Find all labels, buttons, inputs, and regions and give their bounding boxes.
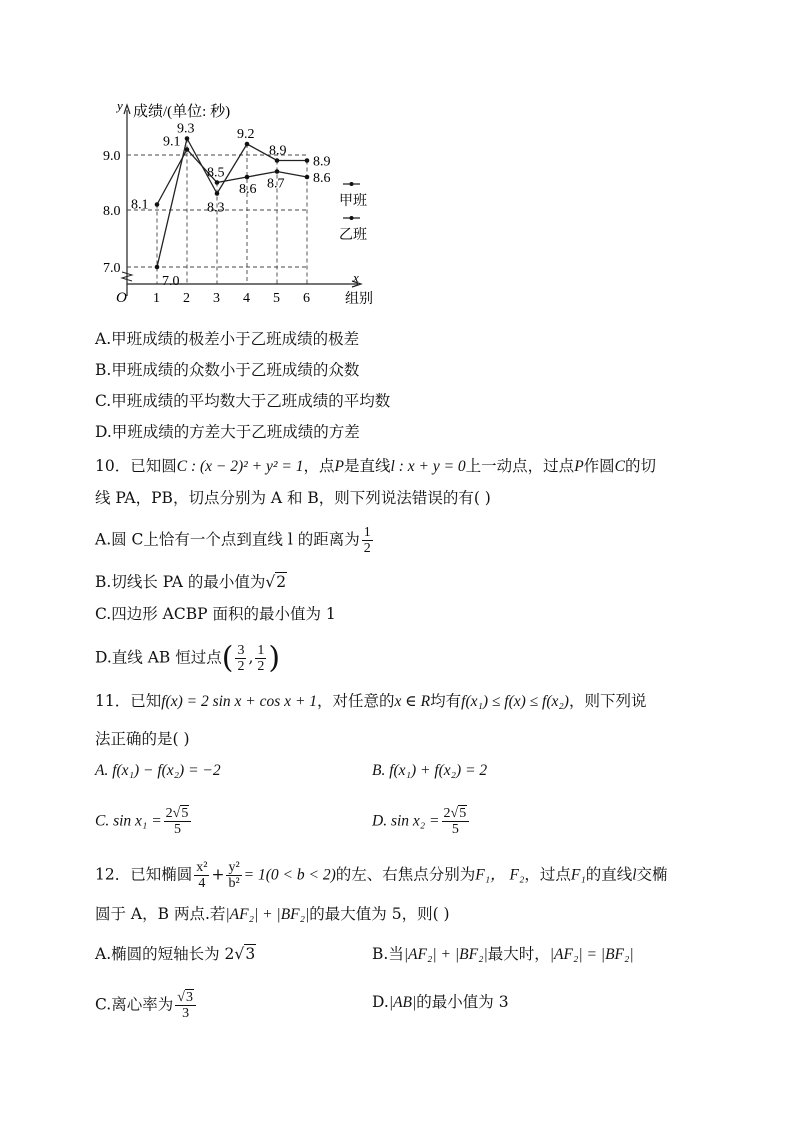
data-label: 8.6 <box>313 171 331 186</box>
legend-label: 甲班 <box>339 194 367 209</box>
x-tick-label: 6 <box>303 291 310 306</box>
q9-option-c: C.甲班成绩的平均数大于乙班成绩的平均数 <box>95 392 391 410</box>
q12-option-a: A.椭圆的短轴长为 2√3 <box>95 945 256 963</box>
q9-option-b: B.甲班成绩的众数小于乙班成绩的众数 <box>95 361 360 379</box>
origin-label: O <box>116 290 127 306</box>
q12-stem-line2: 圆于 A，B 两点.若|AF₂| + |BF₂|的最大值为 5，则( ) <box>95 905 450 923</box>
circle-equation: C : (x − 2)² + y² = 1 <box>176 458 304 475</box>
x-tick-label: 4 <box>243 291 250 306</box>
q10-stem-line2: 线 PA，PB，切点分别为 A 和 B，则下列说法错误的有( ) <box>95 489 491 507</box>
data-point <box>275 158 280 163</box>
class-score-chart <box>0 0 794 320</box>
data-label: 8.1 <box>131 197 149 213</box>
legend-marker <box>350 216 354 220</box>
q11-option-b: B. f(x₁) + f(x₂) = 2 <box>372 762 488 779</box>
data-point <box>275 169 280 174</box>
y-tick-label: 8.0 <box>103 204 121 219</box>
y-axis-letter: y <box>117 98 123 113</box>
data-point <box>245 175 250 180</box>
question-number: 11． <box>95 692 131 710</box>
y-tick-label: 9.0 <box>103 149 121 164</box>
y-tick-label: 7.0 <box>103 261 121 276</box>
x-tick-label: 1 <box>153 291 160 306</box>
axis-break <box>122 272 132 281</box>
data-label: 7.0 <box>162 274 180 289</box>
q11-option-d: D. sin x₂ = $\frac{2√5}{5}$ <box>372 806 471 837</box>
data-point <box>305 175 310 180</box>
q12-option-c: C.离心率为 $\frac{√3}{3}$ <box>95 990 198 1021</box>
data-label: 8.6 <box>239 182 257 197</box>
data-label: 9.3 <box>177 121 195 137</box>
q11-option-c: C. sin x₁ = $\frac{2√5}{5}$ <box>95 806 193 837</box>
x-axis-title: 组别 <box>345 292 373 307</box>
function-definition: f(x) = 2 sin x + cos x + 1 <box>161 693 318 710</box>
q9-option-d: D.甲班成绩的方差大于乙班成绩的方差 <box>95 423 360 441</box>
data-point <box>215 191 220 196</box>
data-point <box>215 180 220 185</box>
q12-stem-line1: 12．已知椭圆 $\frac{\text{x²}}{4}$ + $\frac{\text{y²}}{\text{b²}}$ = 1(0 < b < 2)的左、右焦点分别为F₁， F₂，过点F₁的直线l交椭 <box>95 860 668 891</box>
q10-option-d: D.直线 AB 恒过点( $\frac{3}{2}$ , $\frac{1}{2}$ ) <box>95 640 281 676</box>
fraction: $\frac{1}{2}$ <box>363 525 371 556</box>
data-label: 8.7 <box>267 176 285 192</box>
q10-stem-line1: 10．已知圆C : (x − 2)² + y² = 1，点P是直线l : x + y = 0上一动点，过点P作圆C的切 <box>95 457 657 475</box>
data-point <box>185 147 190 152</box>
x-axis-letter: x <box>353 270 359 285</box>
x-tick-label: 3 <box>213 291 220 306</box>
q10-option-b: B.切线长 PA 的最小值为√2 <box>95 573 287 591</box>
q9-option-a: A.甲班成绩的极差小于乙班成绩的极差 <box>95 330 360 348</box>
q12-option-b: B.当|AF₂| + |BF₂|最大时，|AF₂| = |BF₂| <box>372 945 634 963</box>
data-point <box>305 158 310 163</box>
x-tick-label: 5 <box>273 291 280 306</box>
data-label: 8.3 <box>207 200 225 216</box>
q12-option-d: D.|AB|的最小值为 3 <box>372 993 509 1011</box>
data-point <box>155 202 160 207</box>
q10-option-c: C.四边形 ACBP 面积的最小值为 1 <box>95 605 336 623</box>
q11-stem-line1: 11．已知f(x) = 2 sin x + cos x + 1，对任意的x ∈ R均有f(x₁) ≤ f(x) ≤ f(x₂)，则下列说 <box>95 692 647 710</box>
data-label: 9.1 <box>163 134 181 150</box>
line-equation: l : x + y = 0 <box>390 458 466 475</box>
sqrt: √2 <box>265 573 287 591</box>
question-number: 12． <box>95 865 131 884</box>
data-label: 9.2 <box>237 127 255 142</box>
inequality: f(x₁) ≤ f(x) ≤ f(x₂) <box>461 693 569 710</box>
q11-stem-line2: 法正确的是( ) <box>95 730 190 748</box>
data-point <box>155 265 160 270</box>
data-label: 8.9 <box>313 154 331 170</box>
data-point <box>245 142 250 147</box>
y-axis-title: 成绩/(单位: 秒) <box>133 104 231 120</box>
legend-marker <box>350 182 354 186</box>
data-label: 8.9 <box>269 143 287 159</box>
q10-option-a: A.圆 C上恰有一个点到直线 l 的距离为 $\frac{1}{2}$ <box>95 525 371 556</box>
data-label: 8.5 <box>207 165 225 181</box>
ellipse-equation-rest: = 1(0 < b < 2) <box>243 866 336 884</box>
data-point <box>185 136 190 141</box>
legend-label: 乙班 <box>339 228 367 243</box>
question-number: 10． <box>95 457 131 475</box>
x-tick-label: 2 <box>183 291 190 306</box>
q11-option-a: A. f(x₁) − f(x₂) = −2 <box>95 762 221 779</box>
